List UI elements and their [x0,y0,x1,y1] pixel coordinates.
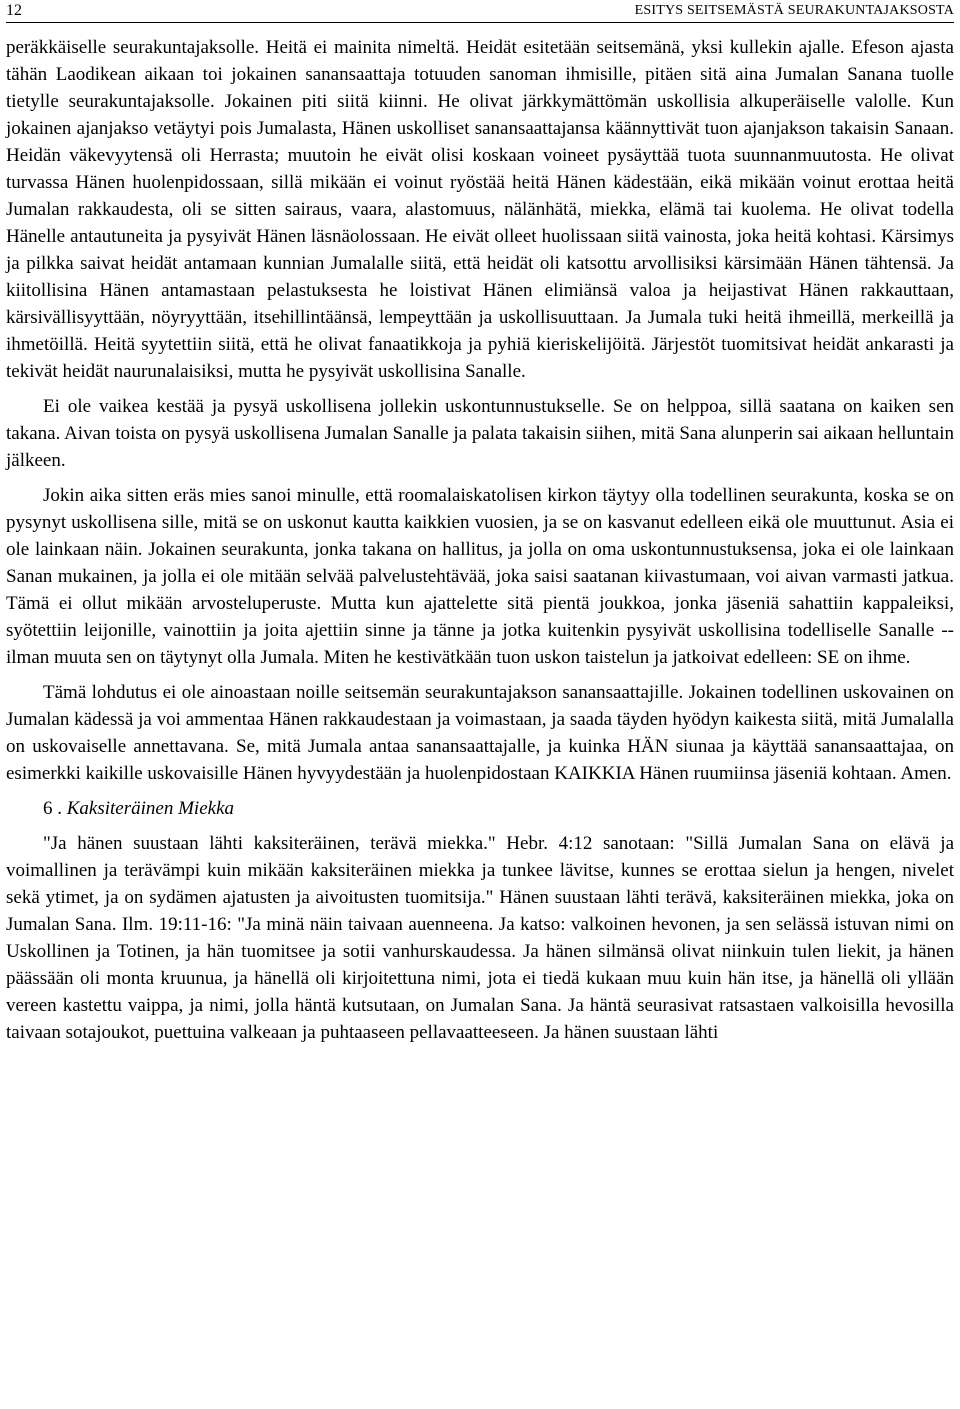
section-heading [6,795,954,822]
running-title: ESITYS SEITSEMÄSTÄ SEURAKUNTAJAKSOSTA [634,3,954,18]
body-paragraph-4: Tämä lohdutus ei ole ainoastaan noille seitsemän seurakuntajakson sanansaattajille. Jokainen todellinen uskovainen on Jumalan kädessä ja voi ammentaa Hänen rakkaudestaan ja voimastaan, ja saada täyden hyödyn kaikesta siitä, mitä Jumalalla on uskovaiselle annettavana. Se, mitä Jumala antaa sanansaattajalle, ja kuinka HÄN siunaa ja käyttää sanansaattajaa, on esimerkki kaikille uskovaisille Hänen hyvyydestään ja huolenpidostaan KAIKKIA Hänen ruumiinsa jäseniä kohtaan. Amen. [6,682,954,784]
body-paragraph-2: Ei ole vaikea kestää ja pysyä uskollisena jollekin uskontunnustukselle. Se on helppoa, sillä saatana on kaiken sen takana. Aivan toista on pysyä uskollisena Jumalan Sanalle ja palata takaisin siihen, mitä Sana alunperin sai aikaan helluntain jälkeen. [6,396,954,471]
body-paragraph-3: Jokin aika sitten eräs mies sanoi minulle, että roomalaiskatolisen kirkon täytyy olla todellinen seurakunta, koska se on pysynyt uskollisena sille, mitä se on uskonut kautta kaikkien vuosien, ja se on kasvanut edelleen eikä ole muuttunut. Asia ei ole lainkaan näin. Jokainen seurakunta, jonka takana on hallitus, ja jolla on oma uskontunnustuksensa, joka ei ole lainkaan Sanan mukainen, ja jolla ei ole mitään selvää palvelustehtävää, joka saisi saatanan kiivastumaan, voi aivan varmasti jatkua. Tämä ei ollut mikään arvosteluperuste. Mutta kun ajattelette sitä pientä joukkoa, jonka jäseniä sahattiin kappaleiksi, syötettiin leijonille, vainottiin ja joita ajettiin sinne ja tänne ja jotka kuitenkin pysyivät uskollisina todelliselle Sanalle -- ilman muuta sen on täytynyt olla Jumala. Miten he kestivätkään tuon uskon taistelun ja jatkoivat edelleen: SE on ihme. [6,485,954,668]
running-header [6,0,954,23]
page-number: 12 [6,2,22,19]
body-paragraph-5: "Ja hänen suustaan lähti kaksiteräinen, terävä miekka." Hebr. 4:12 sanotaan: "Sillä Jumalan Sana on elävä ja voimallinen ja terävämpi kuin mikään kaksiteräinen miekka ja tunkee lävitse, kunnes se erottaa sielun ja hengen, nivelet sekä ytimet, ja on sydämen ajatusten ja aivoitusten tuomitsija." Hänen suustaan lähti terävä, kaksiteräinen miekka, joka on Jumalan Sana. Ilm. 19:11-16: "Ja minä näin taivaan auenneena. Ja katso: valkoinen hevonen, ja sen selässä istuvan nimi on Uskollinen ja Totinen, ja hän tuomitsee ja sotii vanhurskaudessa. Ja hänen silmänsä olivat niinkuin tulen liekit, ja hänen päässään oli monta kruunua, ja hänellä oli kirjoitettuna nimi, jota ei tiedä kukaan muu kuin hän itse, ja hänellä oli yllään vereen kastettu vaippa, ja nimi, jolla häntä kutsutaan, on Jumalan Sana. Ja häntä seurasivat ratsastaen valkoisilla hevosilla taivaan sotajoukot, puettuina valkeaan ja puhtaaseen pellavaatteeseen. Ja hänen suustaan lähti [6,833,954,1043]
body-paragraph-1: peräkkäiselle seurakuntajaksolle. Heitä ei mainita nimeltä. Heidät esitetään seitsemänä, yksi kullekin ajalle. Efeson ajasta tähän Laodikean aikaan toi jokainen sanansaattaja totuuden sanoman ihmisille, pitäen sitä aina Jumalan Sanana tuolle tietylle seurakuntajaksolle. Jokainen piti siitä kiinni. He olivat järkkymättömän uskollisia alkuperäiselle valolle. Kun jokainen ajanjakso vetäytyi pois Jumalasta, Hänen uskolliset sanansaattajansa käännyttivät tuon ajanjakson takaisin Sanaan. Heidän väkevyytensä oli Herrasta; muutoin he eivät olisi koskaan voineet pysäyttää tuota suunnanmuutosta. He olivat turvassa Hänen huolenpidossaan, sillä mikään ei voinut ryöstää heitä Hänen kädestään, eikä mikään voinut erottaa heitä Jumalan rakkaudesta, oli se sitten sairaus, vaara, alastomuus, nälänhätä, miekka, elämä tai kuolema. He olivat todella Hänelle antautuneita ja pysyivät Hänen läsnäolossaan. He eivät olleet huolissaan siitä vainosta, joka heitä kohtasi. Kärsimys ja pilkka saivat heidät antamaan kunnian Jumalalle siitä, että heidät oli katsottu arvollisiksi kärsimään Hänen tähtensä. Ja kiitollisina Hänen antamastaan pelastuksesta he loistivat Hänen elimiänsä valoa ja heijastivat Hänen rakkauttaan, kärsivällisyyttään, nöyryyttään, itsehillintäänsä, lempeyttään ja uskollisuuttaan. Ja Jumala tuki heitä ihmeillä, merkeillä ja ihmetöillä. Heitä syytettiin siitä, että he olivat fanaatikkoja ja pyhiä kieriskelijöitä. Järjestöt tuomitsivat heidät ankarasti ja tekivät heidät naurunalaisiksi, mutta he pysyivät uskollisina Sanalle. [6,37,954,382]
page-body [6,34,954,1046]
section-title: Kaksiteräinen Miekka [66,798,235,819]
section-number: 6 . [43,798,62,819]
